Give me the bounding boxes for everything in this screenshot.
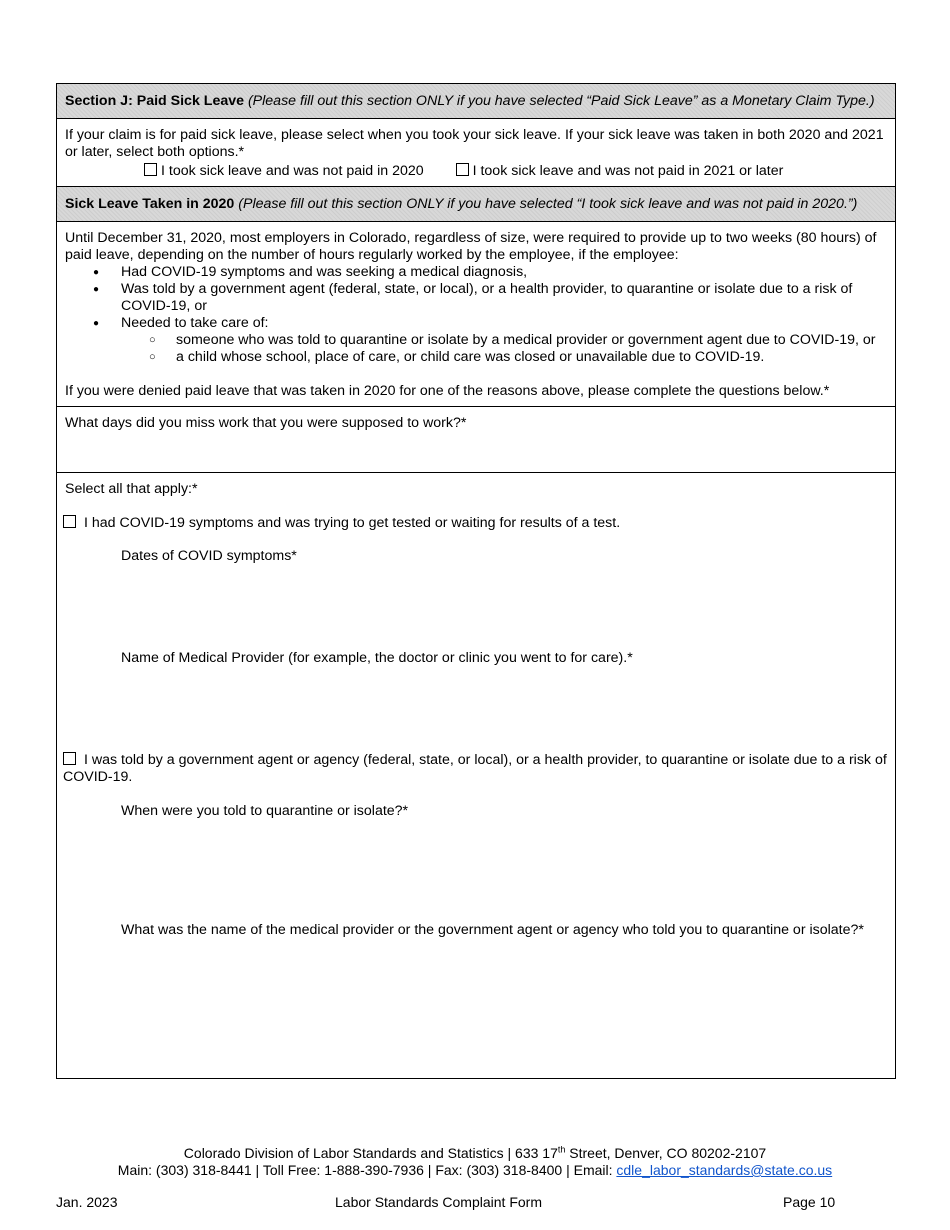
sick-2020-header <box>57 186 895 221</box>
sick-2020-closing: If you were denied paid leave that was taken in 2020 for one of the reasons above, please complete the questions below.* <box>65 383 830 399</box>
footer-contact-text: Main: (303) 318-8441 | Toll Free: 1-888-390-7936 | Fax: (303) 318-8400 | Email: <box>117 1162 617 1178</box>
footer-date: Jan. 2023 <box>56 1194 118 1210</box>
reasons-list <box>65 264 887 366</box>
footer-form-name: Labor Standards Complaint Form <box>335 1194 542 1210</box>
care-sublist <box>121 332 887 366</box>
checkbox-2020[interactable] <box>144 163 157 176</box>
footer-address-post: Street, Denver, CO 80202-2107 <box>565 1145 767 1161</box>
quarantine-option <box>63 752 887 786</box>
option-2021-label: I took sick leave and was not paid in 2021 or later <box>472 163 784 179</box>
option-2020 <box>144 163 424 180</box>
sick-2020-title: Sick Leave Taken in 2020 <box>65 196 235 212</box>
footer-page-number: Page 10 <box>783 1194 836 1210</box>
page-footer <box>0 1145 950 1179</box>
symptoms-option-label: I had COVID-19 symptoms and was trying to get tested or waiting for results of a test. <box>83 515 621 531</box>
medical-provider-field[interactable] <box>65 650 887 752</box>
option-2021 <box>456 163 784 180</box>
days-missed-row[interactable] <box>57 406 895 472</box>
select-all-label: Select all that apply:* <box>65 481 198 497</box>
reason-item-label: Needed to take care of: <box>121 315 269 331</box>
quarantine-date-label: When were you told to quarantine or isolate?* <box>121 803 409 819</box>
care-item: ○ a child whose school, place of care, or child care was closed or unavailable due to COVID-19. <box>176 349 887 366</box>
reason-item: ● Was told by a government agent (federal, state, or local), or a health provider, to quarantine or isolate due to a risk of COVID-19, or <box>121 281 887 315</box>
sick-leave-year-row <box>57 118 895 186</box>
checkbox-2021[interactable] <box>456 163 469 176</box>
sick-2020-info-row <box>57 221 895 406</box>
symptom-dates-field[interactable] <box>65 548 887 650</box>
quarantine-checkbox[interactable] <box>63 752 76 765</box>
sick-2020-intro: Until December 31, 2020, most employers in Colorado, regardless of size, were required to provide up to two weeks (80 hours) of paid leave, depending on the number of hours regularly worked by the employee, if the employee: <box>65 230 877 263</box>
care-item: ○ someone who was told to quarantine or isolate by a medical provider or government agent due to COVID-19, or <box>176 332 887 349</box>
days-missed-question: What days did you miss work that you were supposed to work?* <box>65 415 467 431</box>
symptom-dates-label: Dates of COVID symptoms* <box>121 548 297 564</box>
footer-address-sup: th <box>557 1144 566 1155</box>
section-j-title: Section J: Paid Sick Leave <box>65 93 244 109</box>
symptoms-checkbox[interactable] <box>63 515 76 528</box>
section-j-note: (Please fill out this section ONLY if you have selected “Paid Sick Leave” as a Monetary Claim Type.) <box>247 93 875 109</box>
sick-leave-year-options <box>65 163 887 180</box>
reason-item <box>121 315 887 366</box>
select-all-row <box>57 472 895 1078</box>
medical-provider-label: Name of Medical Provider (for example, the doctor or clinic you went to for care).* <box>121 650 633 666</box>
footer-contact <box>0 1162 950 1179</box>
option-2020-label: I took sick leave and was not paid in 2020 <box>161 163 424 179</box>
section-j-header <box>57 84 895 118</box>
quarantine-option-label: I was told by a government agent or agency (federal, state, or local), or a health provider, to quarantine or isolate due to a risk of COVID-19. <box>63 752 887 785</box>
quarantine-source-label: What was the name of the medical provider or the government agent or agency who told you to quarantine or isolate?* <box>121 922 864 938</box>
footer-address <box>0 1145 950 1162</box>
complaint-form-section <box>56 83 896 1079</box>
footer-email-link[interactable]: cdle_labor_standards@state.co.us <box>616 1162 833 1178</box>
sick-2020-note: (Please fill out this section ONLY if you have selected “I took sick leave and was not paid in 2020.”) <box>238 196 858 212</box>
symptoms-option <box>63 515 887 532</box>
quarantine-date-field[interactable] <box>65 803 887 922</box>
quarantine-source-field[interactable] <box>65 922 887 939</box>
footer-address-pre: Colorado Division of Labor Standards and Statistics | 633 17 <box>183 1145 558 1161</box>
sick-leave-year-instruction: If your claim is for paid sick leave, please select when you took your sick leave. If your sick leave was taken in both 2020 and 2021 or later, select both options.* <box>65 127 884 160</box>
reason-item: ● Had COVID-19 symptoms and was seeking a medical diagnosis, <box>121 264 887 281</box>
